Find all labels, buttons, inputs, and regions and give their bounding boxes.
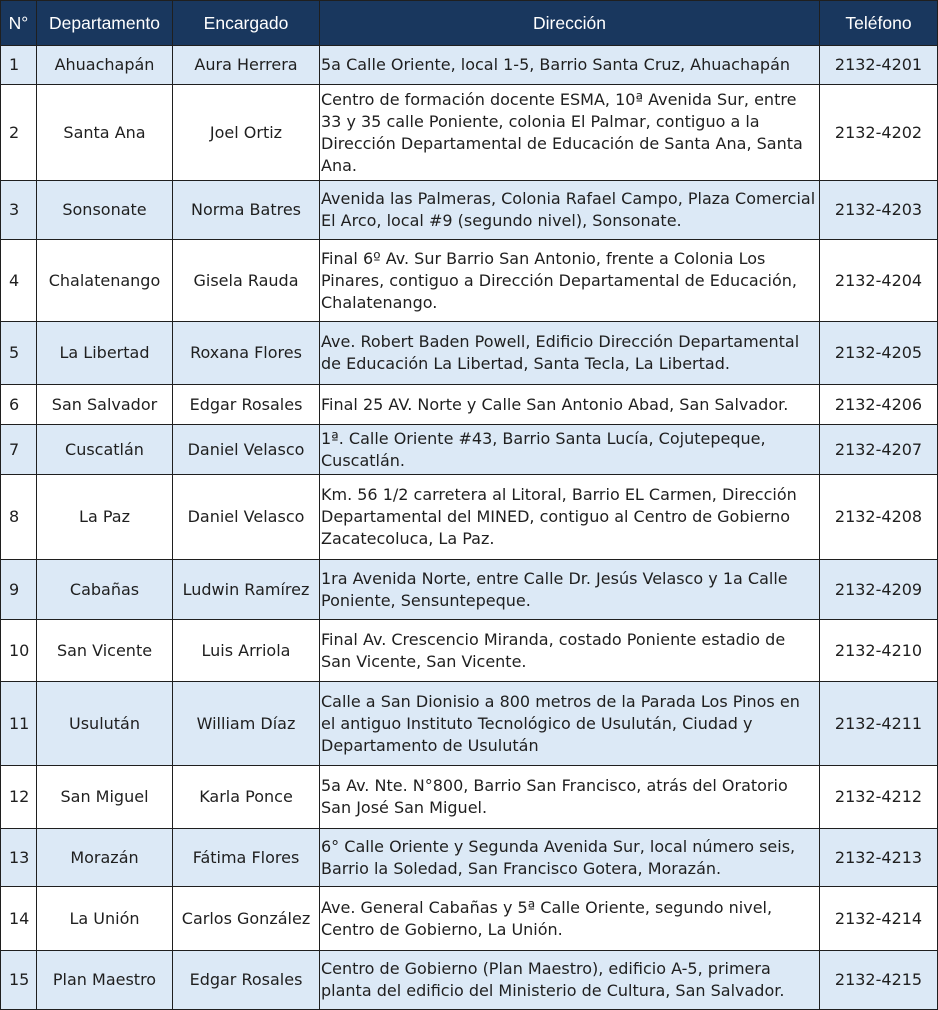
cell-telefono: 2132-4206	[820, 385, 938, 425]
cell-num: 4	[1, 240, 37, 322]
cell-num: 6	[1, 385, 37, 425]
cell-telefono: 2132-4205	[820, 322, 938, 385]
cell-departamento: San Vicente	[37, 620, 173, 682]
cell-telefono: 2132-4215	[820, 951, 938, 1010]
cell-encargado: Ludwin Ramírez	[173, 560, 320, 620]
cell-departamento: La Unión	[37, 887, 173, 951]
cell-departamento: La Libertad	[37, 322, 173, 385]
cell-num: 13	[1, 829, 37, 887]
cell-direccion: Final 25 AV. Norte y Calle San Antonio Abad, San Salvador.	[320, 385, 820, 425]
table-row	[1, 560, 938, 620]
table-row	[1, 385, 938, 425]
header-row	[1, 1, 938, 46]
cell-encargado: Karla Ponce	[173, 766, 320, 829]
table-row	[1, 240, 938, 322]
cell-telefono: 2132-4202	[820, 85, 938, 181]
header-departamento: Departamento	[37, 1, 173, 46]
table-row	[1, 829, 938, 887]
cell-num: 15	[1, 951, 37, 1010]
cell-departamento: Morazán	[37, 829, 173, 887]
cell-num: 11	[1, 682, 37, 766]
cell-encargado: Norma Batres	[173, 181, 320, 240]
cell-departamento: Ahuachapán	[37, 46, 173, 85]
cell-direccion: Avenida las Palmeras, Colonia Rafael Campo, Plaza Comercial El Arco, local #9 (segundo nivel), Sonsonate.	[320, 181, 820, 240]
cell-direccion: Centro de formación docente ESMA, 10ª Avenida Sur, entre 33 y 35 calle Poniente, colonia El Palmar, contiguo a la Dirección Departamental de Educación de Santa Ana, Santa Ana.	[320, 85, 820, 181]
header-num: N°	[1, 1, 37, 46]
cell-encargado: Edgar Rosales	[173, 951, 320, 1010]
cell-direccion: Centro de Gobierno (Plan Maestro), edificio A-5, primera planta del edificio del Ministerio de Cultura, San Salvador.	[320, 951, 820, 1010]
cell-encargado: Aura Herrera	[173, 46, 320, 85]
cell-encargado: Joel Ortiz	[173, 85, 320, 181]
cell-encargado: Roxana Flores	[173, 322, 320, 385]
cell-telefono: 2132-4204	[820, 240, 938, 322]
table-row	[1, 85, 938, 181]
cell-direccion: 5a Av. Nte. N°800, Barrio San Francisco, atrás del Oratorio San José San Miguel.	[320, 766, 820, 829]
header-telefono: Teléfono	[820, 1, 938, 46]
table-row	[1, 425, 938, 475]
cell-num: 7	[1, 425, 37, 475]
cell-departamento: Plan Maestro	[37, 951, 173, 1010]
cell-telefono: 2132-4209	[820, 560, 938, 620]
cell-encargado: Fátima Flores	[173, 829, 320, 887]
cell-num: 12	[1, 766, 37, 829]
cell-num: 10	[1, 620, 37, 682]
cell-telefono: 2132-4214	[820, 887, 938, 951]
table-row	[1, 46, 938, 85]
table-row	[1, 766, 938, 829]
cell-encargado: Daniel Velasco	[173, 475, 320, 560]
cell-departamento: Cuscatlán	[37, 425, 173, 475]
cell-num: 5	[1, 322, 37, 385]
cell-telefono: 2132-4211	[820, 682, 938, 766]
cell-telefono: 2132-4203	[820, 181, 938, 240]
cell-direccion: 6° Calle Oriente y Segunda Avenida Sur, local número seis, Barrio la Soledad, San Francisco Gotera, Morazán.	[320, 829, 820, 887]
cell-num: 3	[1, 181, 37, 240]
table-row	[1, 951, 938, 1010]
cell-departamento: Santa Ana	[37, 85, 173, 181]
table-row	[1, 887, 938, 951]
cell-num: 1	[1, 46, 37, 85]
cell-departamento: San Miguel	[37, 766, 173, 829]
cell-telefono: 2132-4208	[820, 475, 938, 560]
cell-telefono: 2132-4212	[820, 766, 938, 829]
table-body	[1, 46, 938, 1010]
cell-departamento: San Salvador	[37, 385, 173, 425]
cell-encargado: Carlos González	[173, 887, 320, 951]
cell-telefono: 2132-4207	[820, 425, 938, 475]
cell-encargado: Luis Arriola	[173, 620, 320, 682]
cell-direccion: Final 6º Av. Sur Barrio San Antonio, frente a Colonia Los Pinares, contiguo a Dirección Departamental de Educación, Chalatenango.	[320, 240, 820, 322]
cell-direccion: Ave. Robert Baden Powell, Edificio Dirección Departamental de Educación La Libertad, Santa Tecla, La Libertad.	[320, 322, 820, 385]
cell-direccion: 1ra Avenida Norte, entre Calle Dr. Jesús Velasco y 1a Calle Poniente, Sensuntepeque.	[320, 560, 820, 620]
cell-encargado: William Díaz	[173, 682, 320, 766]
table-row	[1, 322, 938, 385]
cell-departamento: Usulután	[37, 682, 173, 766]
cell-departamento: La Paz	[37, 475, 173, 560]
cell-direccion: Km. 56 1/2 carretera al Litoral, Barrio EL Carmen, Dirección Departamental del MINED, contiguo al Centro de Gobierno Zacatecoluca, La Paz.	[320, 475, 820, 560]
cell-direccion: 5a Calle Oriente, local 1-5, Barrio Santa Cruz, Ahuachapán	[320, 46, 820, 85]
cell-departamento: Chalatenango	[37, 240, 173, 322]
cell-departamento: Sonsonate	[37, 181, 173, 240]
cell-num: 8	[1, 475, 37, 560]
cell-encargado: Daniel Velasco	[173, 425, 320, 475]
cell-direccion: Ave. General Cabañas y 5ª Calle Oriente, segundo nivel, Centro de Gobierno, La Unión.	[320, 887, 820, 951]
cell-num: 9	[1, 560, 37, 620]
cell-telefono: 2132-4210	[820, 620, 938, 682]
cell-departamento: Cabañas	[37, 560, 173, 620]
table-row	[1, 682, 938, 766]
table-row	[1, 181, 938, 240]
cell-telefono: 2132-4213	[820, 829, 938, 887]
table-row	[1, 620, 938, 682]
cell-direccion: Final Av. Crescencio Miranda, costado Poniente estadio de San Vicente, San Vicente.	[320, 620, 820, 682]
cell-encargado: Gisela Rauda	[173, 240, 320, 322]
cell-direccion: Calle a San Dionisio a 800 metros de la Parada Los Pinos en el antiguo Instituto Tecnológico de Usulután, Ciudad y Departamento de Usulután	[320, 682, 820, 766]
header-encargado: Encargado	[173, 1, 320, 46]
cell-telefono: 2132-4201	[820, 46, 938, 85]
cell-direccion: 1ª. Calle Oriente #43, Barrio Santa Lucía, Cojutepeque, Cuscatlán.	[320, 425, 820, 475]
cell-num: 14	[1, 887, 37, 951]
table-row	[1, 475, 938, 560]
cell-num: 2	[1, 85, 37, 181]
header-direccion: Dirección	[320, 1, 820, 46]
cell-encargado: Edgar Rosales	[173, 385, 320, 425]
